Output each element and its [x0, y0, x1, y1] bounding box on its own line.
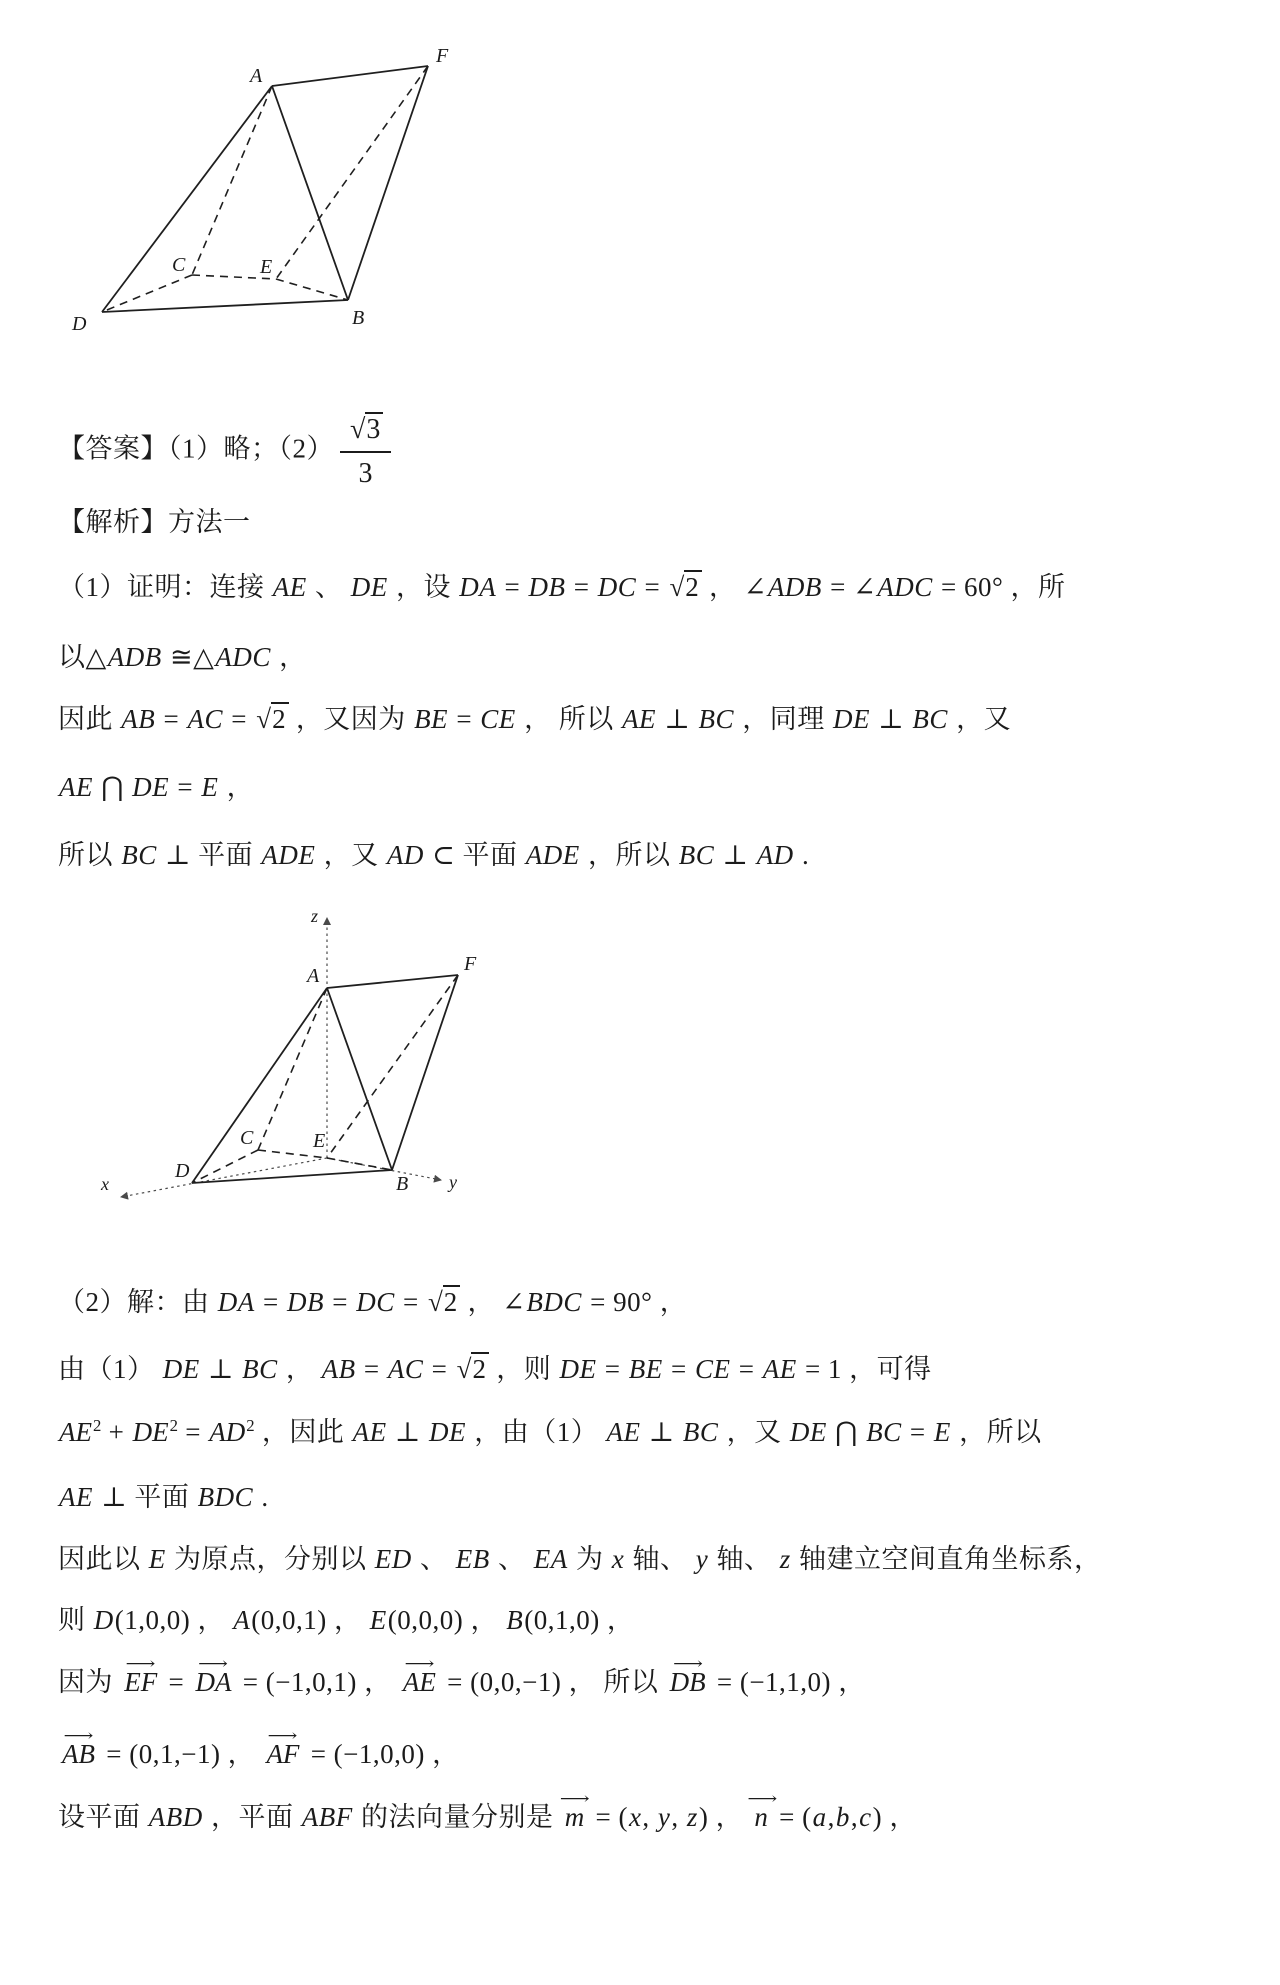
text-segment: 3 [358, 458, 373, 490]
vertex-label-D: D [72, 313, 87, 335]
vertex-label-B: B [352, 307, 365, 329]
text-segment: ，因此 AE ⊥ DE ，由（1） AE ⊥ BC ，又 DE ⋂ BC = E ，所以 [254, 1417, 1042, 1447]
text-line [58, 1352, 932, 1387]
text-line [58, 1480, 269, 1515]
text-segment: 因此 AB = AC = [58, 704, 255, 734]
text-segment: = (−1,0,0) ， [303, 1739, 460, 1769]
text-line [58, 1737, 460, 1772]
sqrt-expression: √2 [426, 1285, 460, 1320]
vector-n: n ⟶ [750, 1800, 772, 1835]
text-segment: 【答案】（1）略；（2） [58, 433, 334, 464]
text-segment: ， ∠ADB = ∠ADC = 60° ，所 [701, 572, 1066, 602]
vertex-label-A: A [250, 65, 263, 87]
text-line [58, 1800, 917, 1835]
vector-EF: EF ⟶ [120, 1665, 161, 1700]
text-segment: = (0,1,−1) ， [99, 1739, 263, 1769]
power-expression: $DE^2$ [132, 1416, 178, 1447]
vertex-label-B: B [396, 1173, 409, 1195]
vector-AB: AB ⟶ [58, 1737, 99, 1772]
text-segment: = (0,0,−1) ， 所以 [439, 1667, 666, 1697]
text-line [58, 1665, 866, 1700]
vertex-label-A: A [307, 965, 320, 987]
text-segment: 设平面 ABD ，平面 ABF 的法向量分别是 [58, 1802, 561, 1832]
text-segment: = [161, 1667, 192, 1697]
text-segment: AE ⋂ DE = E ， [59, 772, 255, 802]
vertex-label-C: C [240, 1127, 254, 1149]
text-segment: 所以 BC ⊥ 平面 ADE ，又 AD ⊂ 平面 ADE ，所以 BC ⊥ AD . [58, 840, 810, 870]
fraction [340, 410, 391, 493]
text-line [58, 1542, 1101, 1577]
axis-label-z: z [311, 906, 319, 926]
sqrt-expression: √3 [348, 412, 383, 448]
axis-label-y: y [449, 1172, 457, 1192]
text-segment: + [101, 1417, 132, 1447]
text-segment: 则 D(1,0,0) ， A(0,0,1) ， E(0,0,0) ， B(0,1,0) ， [58, 1605, 635, 1635]
vertex-label-F: F [464, 953, 477, 975]
text-segment: ， ∠BDC = 90° ， [460, 1287, 688, 1317]
sqrt-expression: √2 [455, 1352, 489, 1387]
text-line [58, 410, 397, 493]
vertex-label-E: E [313, 1130, 326, 1152]
vector-AF: AF ⟶ [262, 1737, 303, 1772]
text-line [58, 640, 307, 675]
power-expression: $AE^2$ [59, 1416, 102, 1447]
text-line [58, 702, 1011, 737]
text-segment: AE ⊥ 平面 BDC . [59, 1482, 269, 1512]
text-segment: 由（1） DE ⊥ BC ， AB = AC = [58, 1354, 455, 1384]
text-segment: （1）证明：连接 AE 、 DE ，设 DA = DB = DC = [58, 572, 668, 602]
text-segment: = (a,b,c) ， [771, 1802, 917, 1832]
text-segment: ，又因为 BE = CE ， 所以 AE ⊥ BC ，同理 DE ⊥ BC ，又 [288, 704, 1012, 734]
text-segment: = [177, 1417, 209, 1447]
text-segment: = (x, y, z) ， [588, 1802, 751, 1832]
text-line [58, 1415, 1042, 1450]
text-line [58, 1285, 687, 1320]
text-segment: 因为 [58, 1667, 121, 1697]
text-line [58, 1603, 634, 1638]
axis-label-x: x [101, 1174, 109, 1194]
text-segment: 因此以 E 为原点，分别以 ED 、 EB 、 EA 为 x 轴、 y 轴、 z 轴建立空间直角坐标系， [58, 1544, 1102, 1574]
sqrt-expression: √2 [667, 570, 701, 605]
vector-DA: DA ⟶ [191, 1665, 235, 1700]
vertex-label-F: F [436, 45, 449, 67]
text-segment: = (−1,1,0) ， [709, 1667, 866, 1697]
text-line [58, 770, 254, 805]
vertex-label-D: D [175, 1160, 190, 1182]
vector-m: m ⟶ [561, 1800, 589, 1835]
power-expression: $AD^2$ [209, 1416, 255, 1447]
text-segment: 【解析】方法一 [58, 507, 251, 537]
vertex-label-C: C [172, 254, 186, 276]
text-segment: = (−1,0,1) ， [235, 1667, 399, 1697]
vector-DB: DB ⟶ [666, 1665, 710, 1700]
text-segment: 以△ADB ≅△ADC ， [58, 642, 307, 672]
text-segment: （2）解：由 DA = DB = DC = [58, 1287, 426, 1317]
text-line [58, 505, 251, 540]
text-line [58, 570, 1066, 605]
text-line [58, 838, 809, 873]
vertex-label-E: E [260, 256, 273, 278]
vector-AE: AE ⟶ [399, 1665, 440, 1700]
sqrt-expression: √2 [254, 702, 288, 737]
text-segment: ，则 DE = BE = CE = AE = 1 ，可得 [488, 1354, 932, 1384]
